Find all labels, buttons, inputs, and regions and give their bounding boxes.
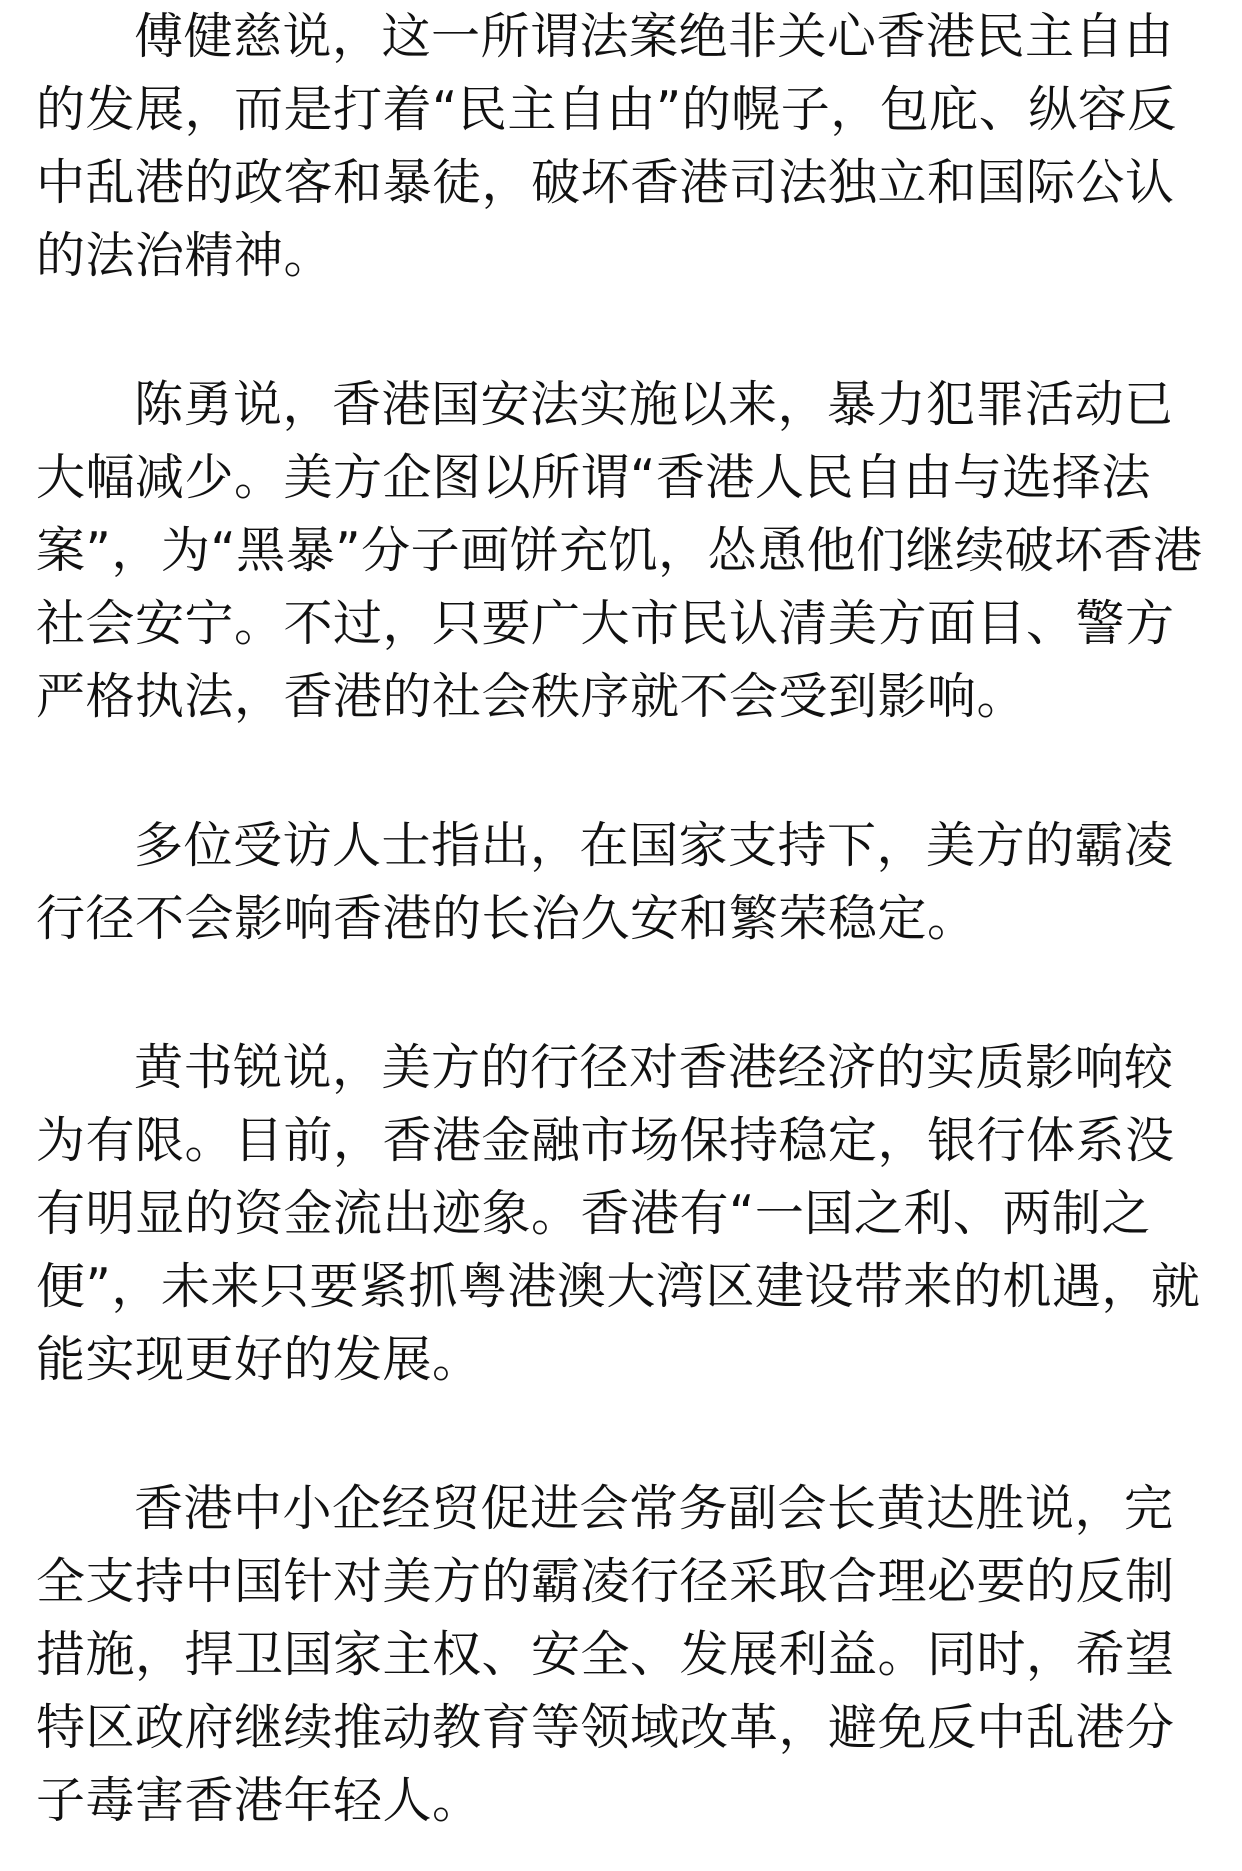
article-body	[36, 0, 1216, 1837]
paragraph-huang-dasheng: 香港中小企经贸促进会常务副会长黄达胜说，完全支持中国针对美方的霸凌行径采取合理必要的反制措施，捍卫国家主权、安全、发展利益。同时，希望特区政府继续推动教育等领域改革，避免反中乱港分子毒害香港年轻人。	[36, 1480, 1175, 1829]
paragraph-huang-shurui: 黄书锐说，美方的行径对香港经济的实质影响较为有限。目前，香港金融市场保持稳定，银行体系没有明显的资金流出迹象。香港有“一国之利、两制之便”，未来只要紧抓粤港澳大湾区建设带来的机遇，就能实现更好的发展。	[36, 1039, 1201, 1388]
paragraph-interviewees: 多位受访人士指出，在国家支持下，美方的霸凌行径不会影响香港的长治久安和繁荣稳定。	[36, 817, 1174, 947]
paragraph-fu-jianci: 傅健慈说，这一所谓法案绝非关心香港民主自由的发展，而是打着“民主自由”的幌子，包庇、纵容反中乱港的政客和暴徒，破坏香港司法独立和国际公认的法治精神。	[36, 8, 1177, 284]
paragraph-chen-yong: 陈勇说，香港国安法实施以来，暴力犯罪活动已大幅减少。美方企图以所谓“香港人民自由与选择法案”，为“黑暴”分子画饼充饥，怂恿他们继续破坏香港社会安宁。不过，只要广大市民认清美方面目、警方严格执法，香港的社会秩序就不会受到影响。	[36, 376, 1203, 725]
